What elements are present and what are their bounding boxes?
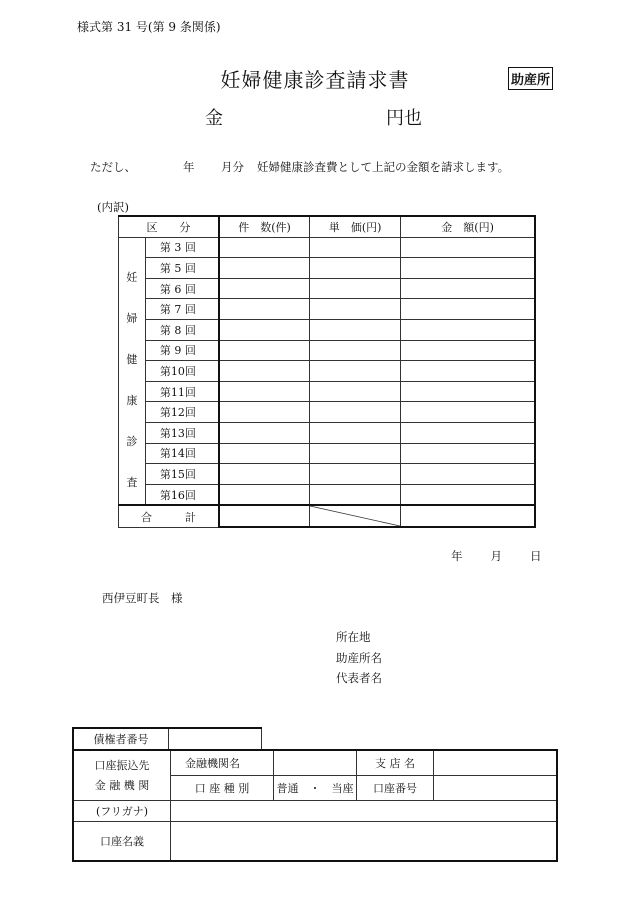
table-row [119, 381, 536, 402]
table-row [119, 237, 536, 258]
amount-cell[interactable] [401, 484, 535, 505]
date-day: 日 [530, 549, 542, 563]
branch-label: 支 店 名 [357, 750, 434, 776]
amount-cell[interactable] [401, 361, 535, 382]
date-line [451, 548, 570, 564]
count-cell[interactable] [219, 258, 310, 279]
table-row [119, 319, 536, 340]
row-label: 第10回 [145, 361, 219, 382]
bank-name-label: 金融機関名 [171, 750, 274, 776]
unit-price-cell[interactable] [310, 319, 401, 340]
amount-cell[interactable] [401, 299, 535, 320]
header-kubun: 区 分 [119, 216, 219, 237]
total-unit-price-cell [310, 505, 401, 527]
row-label: 第12回 [145, 402, 219, 423]
amount-cell[interactable] [401, 278, 535, 299]
count-cell[interactable] [219, 340, 310, 361]
group-label [119, 237, 146, 505]
applicant-representative-label: 代表者名 [336, 671, 382, 685]
account-type-value[interactable]: 普通 ・ 当座 [274, 776, 357, 801]
count-cell[interactable] [219, 278, 310, 299]
row-label: 第 6 回 [145, 278, 219, 299]
count-cell[interactable] [219, 361, 310, 382]
amount-cell[interactable] [401, 258, 535, 279]
creditor-number-table [72, 727, 262, 750]
group-char: 診 [126, 435, 138, 449]
diagonal-slash [310, 506, 400, 526]
furigana-field[interactable] [171, 801, 558, 822]
table-row [119, 443, 536, 464]
count-cell[interactable] [219, 299, 310, 320]
table-row [119, 484, 536, 505]
account-holder-field[interactable] [171, 822, 558, 862]
jyosansho-box: 助産所 [508, 67, 553, 90]
row-label: 第14回 [145, 443, 219, 464]
branch-field[interactable] [434, 750, 558, 776]
furigana-label: (フリガナ) [73, 801, 171, 822]
unit-price-cell[interactable] [310, 443, 401, 464]
row-label: 第13回 [145, 422, 219, 443]
claim-text: 妊婦健康診査費として上記の金額を請求します。 [257, 160, 510, 174]
amount-cell[interactable] [401, 319, 535, 340]
header-amount: 金 額(円) [401, 216, 535, 237]
row-label: 第 8 回 [145, 319, 219, 340]
count-cell[interactable] [219, 319, 310, 340]
unit-price-cell[interactable] [310, 402, 401, 423]
amount-cell[interactable] [401, 340, 535, 361]
account-type-label: 口 座 種 別 [171, 776, 274, 801]
addressee: 西伊豆町長 様 [102, 591, 183, 605]
group-char: 査 [126, 476, 138, 490]
row-label: 第16回 [145, 484, 219, 505]
count-cell[interactable] [219, 237, 310, 258]
breakdown-table [118, 215, 536, 528]
transfer-label-1: 口座振込先 [94, 758, 150, 772]
table-row [119, 422, 536, 443]
unit-price-cell[interactable] [310, 299, 401, 320]
claim-line [90, 159, 509, 175]
applicant-address-label: 所在地 [336, 630, 371, 644]
group-char: 妊 [126, 271, 138, 285]
table-row [119, 258, 536, 279]
row-label: 第 3 回 [145, 237, 219, 258]
count-cell[interactable] [219, 464, 310, 485]
date-year: 年 [451, 549, 463, 563]
creditor-number-label: 債権者番号 [73, 728, 169, 750]
account-number-field[interactable] [434, 776, 558, 801]
creditor-number-field[interactable] [169, 728, 262, 750]
bank-name-field[interactable] [274, 750, 357, 776]
form-number: 様式第 31 号(第 9 条関係) [77, 20, 221, 34]
row-label: 第 9 回 [145, 340, 219, 361]
amount-cell[interactable] [401, 443, 535, 464]
bank-table [72, 749, 558, 862]
amount-cell[interactable] [401, 237, 535, 258]
header-unit-price: 単 価(円) [310, 216, 401, 237]
count-cell[interactable] [219, 443, 310, 464]
unit-price-cell[interactable] [310, 484, 401, 505]
table-row [119, 361, 536, 382]
unit-price-cell[interactable] [310, 258, 401, 279]
unit-price-cell[interactable] [310, 278, 401, 299]
applicant-name-label: 助産所名 [336, 651, 382, 665]
table-header-row [119, 216, 536, 237]
amount-cell[interactable] [401, 464, 535, 485]
transfer-label-2: 金 融 機 関 [94, 778, 150, 792]
total-count-cell[interactable] [219, 505, 310, 527]
unit-price-cell[interactable] [310, 464, 401, 485]
count-cell[interactable] [219, 381, 310, 402]
amount-suffix: 円也 [386, 108, 422, 129]
total-amount-cell[interactable] [401, 505, 535, 527]
group-char: 健 [126, 353, 138, 367]
total-label: 合 計 [119, 505, 219, 527]
group-char: 康 [126, 394, 138, 408]
transfer-label [73, 750, 171, 801]
unit-price-cell[interactable] [310, 237, 401, 258]
claim-tadashi: ただし、 [90, 160, 136, 174]
page-title: 妊婦健康診査請求書 [220, 68, 410, 92]
unit-price-cell[interactable] [310, 361, 401, 382]
row-label: 第 7 回 [145, 299, 219, 320]
count-cell[interactable] [219, 402, 310, 423]
table-row [119, 299, 536, 320]
unit-price-cell[interactable] [310, 381, 401, 402]
unit-price-cell[interactable] [310, 422, 401, 443]
account-number-label: 口座番号 [357, 776, 434, 801]
claim-month: 月分 [221, 160, 244, 174]
table-row [119, 464, 536, 485]
table-row [119, 402, 536, 423]
table-row [119, 278, 536, 299]
amount-cell[interactable] [401, 402, 535, 423]
row-label: 第15回 [145, 464, 219, 485]
row-label: 第 5 回 [145, 258, 219, 279]
claim-year: 年 [183, 160, 195, 174]
group-char: 婦 [126, 312, 138, 326]
account-holder-label: 口座名義 [73, 822, 171, 862]
amount-cell[interactable] [401, 381, 535, 402]
count-cell[interactable] [219, 484, 310, 505]
breakdown-label: (内訳) [97, 200, 129, 214]
total-row [119, 505, 536, 527]
amount-prefix: 金 [205, 108, 223, 129]
date-month: 月 [490, 549, 502, 563]
amount-cell[interactable] [401, 422, 535, 443]
row-label: 第11回 [145, 381, 219, 402]
header-count: 件 数(件) [219, 216, 310, 237]
table-row [119, 340, 536, 361]
unit-price-cell[interactable] [310, 340, 401, 361]
count-cell[interactable] [219, 422, 310, 443]
